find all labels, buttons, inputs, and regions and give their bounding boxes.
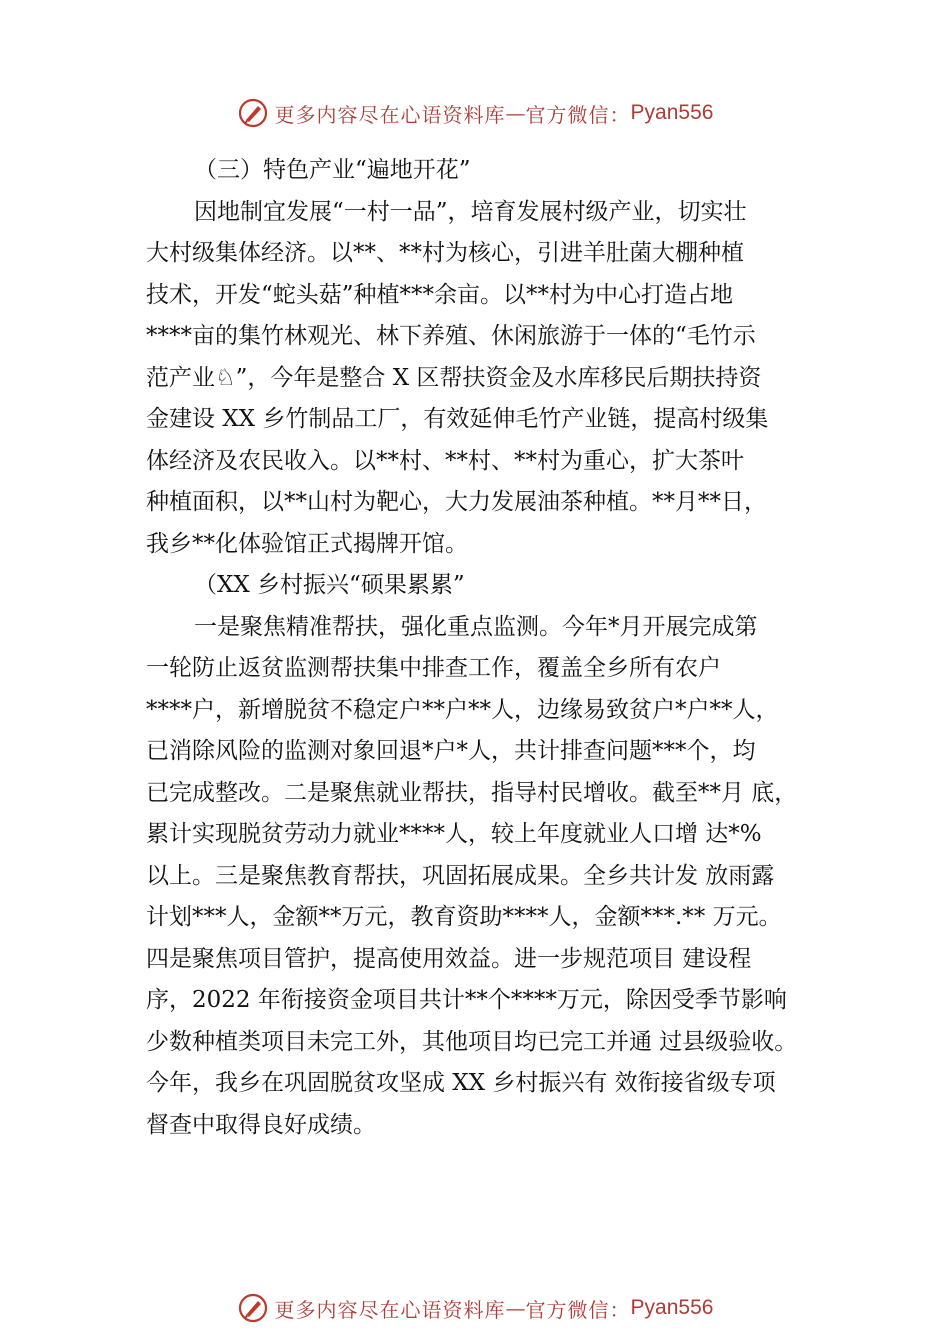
watermark-label: 官方微信： bbox=[525, 1297, 631, 1322]
watermark-label: 官方微信： bbox=[525, 102, 631, 127]
pen-logo-icon bbox=[237, 1292, 269, 1324]
paragraph-line: 计划***人，金额**万元，教育资助****人，金额***.** 万元。 bbox=[146, 904, 782, 930]
paragraph-line: 范产业♘”，今年是整合 X 区帮扶资金及水库移民后期扶持资 bbox=[146, 364, 762, 391]
paragraph-line: 一是聚焦精准帮扶，强化重点监测。今年*月开展完成第 bbox=[194, 613, 758, 640]
paragraph-line: 已消除风险的监测对象回退*户*人，共计排查问题***个，均 bbox=[146, 738, 756, 764]
paragraph-line: 督查中取得良好成绩。 bbox=[146, 1111, 376, 1138]
paragraph-line: 四是聚焦项目管护，提高使用效益。进一步规范项目 建设程 bbox=[146, 945, 752, 972]
paragraph-line: 我乡**化体验馆正式揭牌开馆。 bbox=[146, 530, 468, 557]
section-heading-3: （三）特色产业“遍地开花” bbox=[194, 157, 471, 183]
paragraph-line: 技术，开发“蛇头菇”种植***余亩。以**村为中心打造占地 bbox=[146, 281, 734, 308]
paragraph-line: 种植面积，以**山村为靶心，大力发展油茶种植。**月**日， bbox=[146, 489, 767, 515]
paragraph-line: 大村级集体经济。以**、**村为核心，引进羊肚菌大棚种植 bbox=[146, 240, 744, 266]
paragraph-line: 少数种植类项目未完工外，其他项目均已完工并通 过县级验收。 bbox=[146, 1028, 798, 1055]
paragraph-line: 金建设 XX 乡竹制品工厂，有效延伸毛竹产业链，提高村级集 bbox=[146, 406, 769, 432]
paragraph-line: 今年，我乡在巩固脱贫攻坚成 XX 乡村振兴有 效衔接省级专项 bbox=[146, 1070, 776, 1096]
watermark-wechat-id: Pyan556 bbox=[630, 1296, 714, 1319]
watermark-separator: — bbox=[505, 1296, 526, 1320]
document-body bbox=[146, 150, 846, 1146]
watermark-main-text: 更多内容尽在心语资料库 bbox=[274, 1297, 506, 1322]
section-heading-4: （XX 乡村振兴“硕果累累” bbox=[194, 572, 465, 598]
paragraph-line: 一轮防止返贫监测帮扶集中排查工作，覆盖全乡所有农户 bbox=[146, 655, 721, 681]
watermark-main-text: 更多内容尽在心语资料库 bbox=[274, 102, 506, 127]
watermark-wechat-id: Pyan556 bbox=[630, 101, 714, 124]
paragraph-line: ****户，新增脱贫不稳定户**户**人，边缘易致贫户*户**人， bbox=[146, 696, 779, 723]
paragraph-line: ****亩的集竹林观光、林下养殖、休闲旅游于一体的“毛竹示 bbox=[146, 323, 756, 349]
paragraph-line: 序，2022 年衔接资金项目共计**个****万元，除因受季节影响 bbox=[146, 987, 787, 1013]
paragraph-line: 累计实现脱贫劳动力就业****人，较上年度就业人口增 达*% bbox=[146, 821, 762, 847]
pen-logo-icon bbox=[237, 97, 269, 129]
paragraph-line: 体经济及农民收入。以**村、**村、**村为重心，扩大茶叶 bbox=[146, 447, 744, 474]
watermark-separator: — bbox=[505, 101, 526, 125]
paragraph-line: 以上。三是聚焦教育帮扶，巩固拓展成果。全乡共计发 放雨露 bbox=[146, 862, 775, 889]
paragraph-line: 因地制宜发展“一村一品”，培育发展村级产业，切实壮 bbox=[194, 198, 747, 225]
paragraph-line: 已完成整改。二是聚焦就业帮扶，指导村民增收。截至**月 底， bbox=[146, 779, 798, 806]
watermark-footer bbox=[0, 1288, 950, 1328]
watermark-header bbox=[0, 93, 950, 133]
